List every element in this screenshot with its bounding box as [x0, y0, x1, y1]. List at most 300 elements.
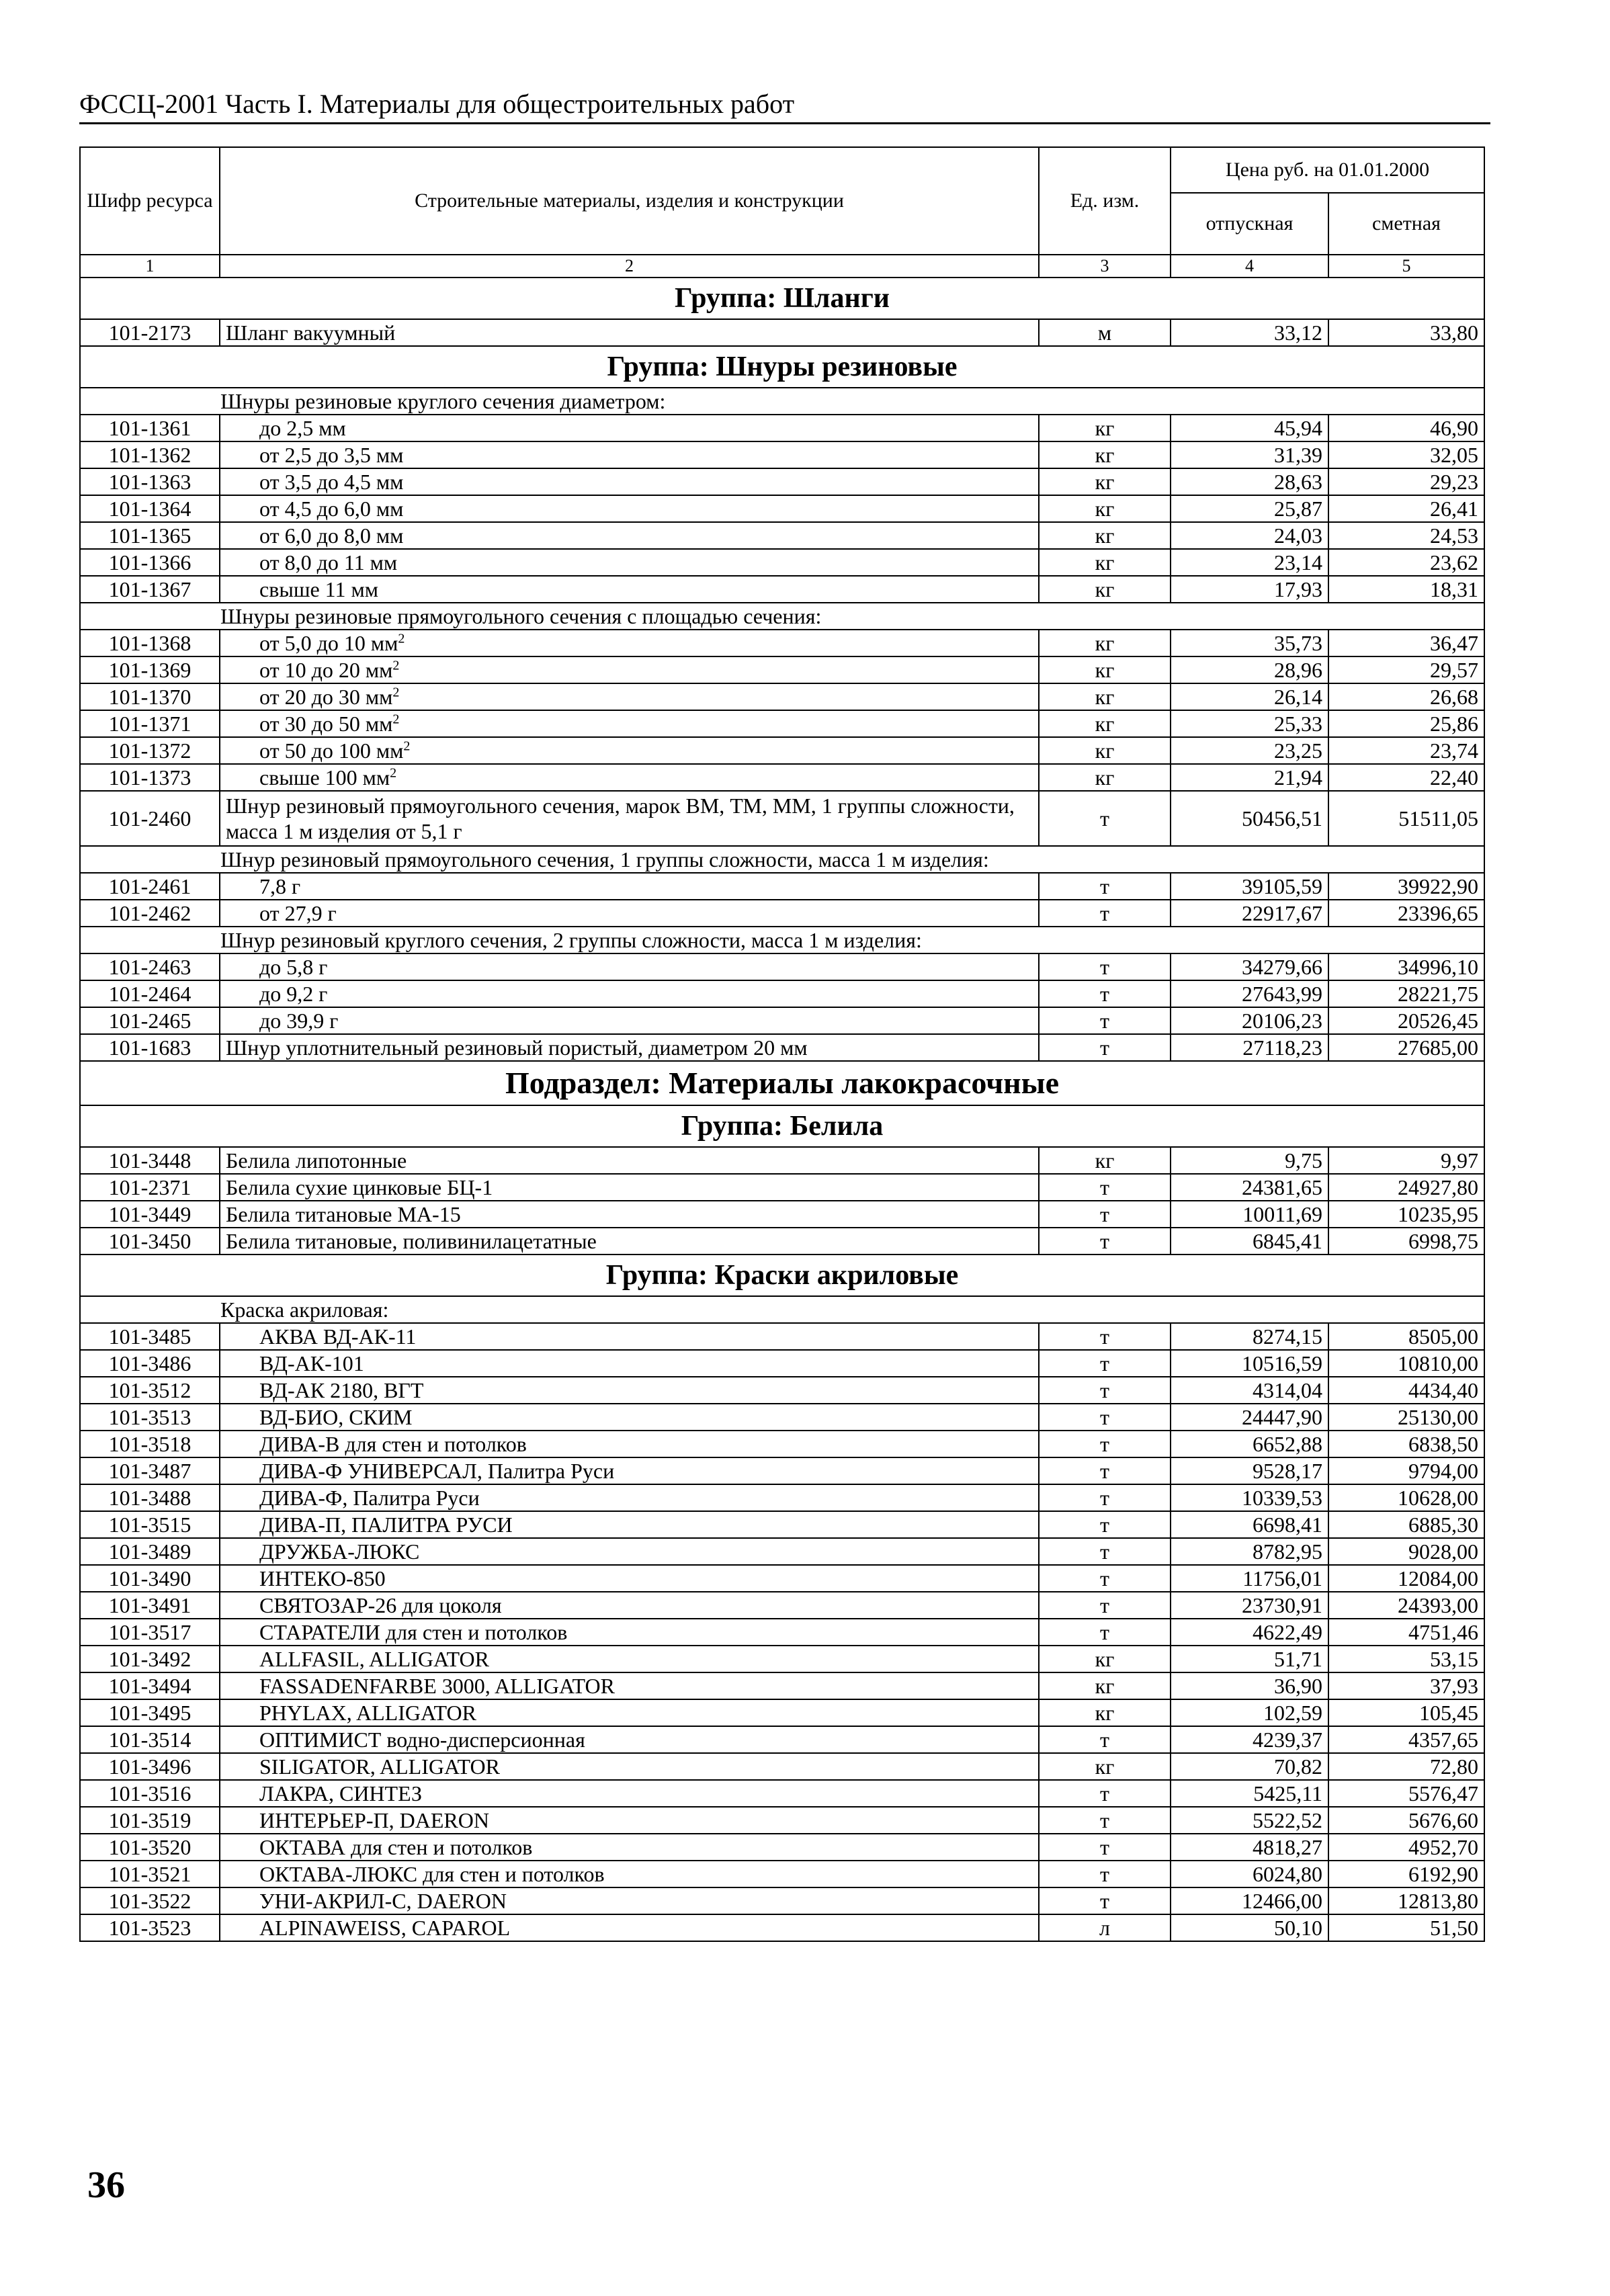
price-estimate: 105,45: [1328, 1699, 1484, 1726]
material-name-text: ЛАКРА, СИНТЕЗ: [259, 1781, 423, 1805]
table-row: [80, 1228, 1484, 1255]
table-row: [80, 522, 1484, 549]
table-row: [80, 1147, 1484, 1174]
material-name-text: Белила липотонные: [226, 1148, 407, 1173]
resource-code: 101-1373: [80, 764, 220, 791]
table-row: [80, 1619, 1484, 1646]
material-name-text: ОКТАВА для стен и потолков: [259, 1835, 533, 1859]
resource-code: 101-3448: [80, 1147, 220, 1174]
superscript: 2: [392, 685, 400, 700]
material-name: [220, 953, 1039, 980]
price-wholesale: 4818,27: [1171, 1834, 1328, 1861]
table-row: [80, 1807, 1484, 1834]
price-wholesale: 23,25: [1171, 737, 1328, 764]
material-name: [220, 1431, 1039, 1457]
col-number: 3: [1039, 255, 1171, 278]
unit: т: [1039, 900, 1171, 927]
table-row: [80, 1861, 1484, 1887]
price-wholesale: 5425,11: [1171, 1780, 1328, 1807]
price-estimate: 24927,80: [1328, 1174, 1484, 1201]
resource-code: 101-2462: [80, 900, 220, 927]
price-wholesale: 50456,51: [1171, 791, 1328, 846]
group-heading: Группа: Краски акриловые: [80, 1255, 1484, 1296]
material-name-text: АКВА ВД-АК-11: [259, 1324, 417, 1349]
resource-code: 101-1367: [80, 576, 220, 603]
table-row: [80, 1350, 1484, 1377]
price-wholesale: 5522,52: [1171, 1807, 1328, 1834]
price-wholesale: 33,12: [1171, 319, 1328, 346]
price-wholesale: 25,87: [1171, 495, 1328, 522]
price-wholesale: 8782,95: [1171, 1538, 1328, 1565]
price-estimate: 72,80: [1328, 1753, 1484, 1780]
price-estimate: 6885,30: [1328, 1511, 1484, 1538]
unit: т: [1039, 1780, 1171, 1807]
col-number: 1: [80, 255, 220, 278]
material-name: [220, 468, 1039, 495]
material-name-text: ОКТАВА-ЛЮКС для стен и потолков: [259, 1862, 605, 1886]
unit: т: [1039, 1350, 1171, 1377]
group-heading-row: [80, 346, 1484, 388]
table-row: [80, 441, 1484, 468]
resource-code: 101-3518: [80, 1431, 220, 1457]
resource-code: 101-3517: [80, 1619, 220, 1646]
caption-text: Шнур резиновый прямоугольного сечения, 1 группы сложности, масса 1 м изделия:: [80, 846, 1484, 873]
material-name-text: ИНТЕКО-850: [259, 1566, 386, 1590]
price-wholesale: 35,73: [1171, 630, 1328, 656]
price-wholesale: 9528,17: [1171, 1457, 1328, 1484]
table-row: [80, 1592, 1484, 1619]
table-row: [80, 1780, 1484, 1807]
material-name: [220, 656, 1039, 683]
unit: кг: [1039, 1646, 1171, 1672]
material-name: [220, 522, 1039, 549]
table-row: [80, 656, 1484, 683]
material-name: [220, 1007, 1039, 1034]
table-row: [80, 1511, 1484, 1538]
table-row: [80, 1914, 1484, 1941]
material-name: [220, 1726, 1039, 1753]
price-estimate: 24,53: [1328, 522, 1484, 549]
unit: т: [1039, 791, 1171, 846]
unit: кг: [1039, 656, 1171, 683]
unit: кг: [1039, 1672, 1171, 1699]
caption-text: Шнуры резиновые прямоугольного сечения с площадью сечения:: [80, 603, 1484, 630]
unit: кг: [1039, 1147, 1171, 1174]
material-name-text: ДИВА-В для стен и потолков: [259, 1432, 527, 1456]
resource-code: 101-3513: [80, 1404, 220, 1431]
price-estimate: 10628,00: [1328, 1484, 1484, 1511]
unit: т: [1039, 1484, 1171, 1511]
table-row: [80, 953, 1484, 980]
material-name-text: ОПТИМИСТ водно-дисперсионная: [259, 1728, 585, 1752]
resource-code: 101-3489: [80, 1538, 220, 1565]
resource-code: 101-2460: [80, 791, 220, 846]
caption-row: [80, 603, 1484, 630]
price-wholesale: 6845,41: [1171, 1228, 1328, 1255]
material-name-text: ИНТЕРЬЕР-П, DAERON: [259, 1808, 489, 1832]
resource-code: 101-3486: [80, 1350, 220, 1377]
table-row: [80, 576, 1484, 603]
resource-code: 101-1365: [80, 522, 220, 549]
material-name: [220, 764, 1039, 791]
table-row: [80, 1431, 1484, 1457]
material-name-text: СВЯТОЗАР-26 для цоколя: [259, 1593, 502, 1617]
material-name-text: до 39,9 г: [259, 1009, 339, 1033]
material-name-text: Шнур уплотнительный резиновый пористый, диаметром 20 мм: [226, 1035, 808, 1060]
unit: кг: [1039, 415, 1171, 441]
price-wholesale: 102,59: [1171, 1699, 1328, 1726]
price-estimate: 5676,60: [1328, 1807, 1484, 1834]
superscript: 2: [398, 631, 405, 646]
material-name-text: Белила титановые, поливинилацетатные: [226, 1229, 597, 1253]
material-name: [220, 1834, 1039, 1861]
resource-code: 101-1361: [80, 415, 220, 441]
table-row: [80, 900, 1484, 927]
subsection-heading: Подраздел: Материалы лакокрасочные: [80, 1061, 1484, 1105]
unit: кг: [1039, 630, 1171, 656]
material-name: [220, 1350, 1039, 1377]
resource-code: 101-1362: [80, 441, 220, 468]
material-name: [220, 495, 1039, 522]
resource-code: 101-2371: [80, 1174, 220, 1201]
superscript: 2: [392, 658, 400, 673]
price-wholesale: 6652,88: [1171, 1431, 1328, 1457]
resource-code: 101-3520: [80, 1834, 220, 1861]
price-wholesale: 27118,23: [1171, 1034, 1328, 1061]
table-row: [80, 873, 1484, 900]
material-name-text: до 9,2 г: [259, 982, 328, 1006]
material-name-text: УНИ-АКРИЛ-С, DAERON: [259, 1889, 507, 1913]
unit: т: [1039, 1807, 1171, 1834]
unit: т: [1039, 1431, 1171, 1457]
price-estimate: 51511,05: [1328, 791, 1484, 846]
resource-code: 101-3514: [80, 1726, 220, 1753]
resource-code: 101-1372: [80, 737, 220, 764]
unit: т: [1039, 1174, 1171, 1201]
price-estimate: 8505,00: [1328, 1323, 1484, 1350]
material-name: [220, 630, 1039, 656]
price-estimate: 5576,47: [1328, 1780, 1484, 1807]
unit: т: [1039, 980, 1171, 1007]
material-name-text: от 6,0 до 8,0 мм: [259, 523, 404, 548]
table-row: [80, 495, 1484, 522]
resource-code: 101-3492: [80, 1646, 220, 1672]
table-row: [80, 1672, 1484, 1699]
page-header: ФССЦ-2001 Часть I. Материалы для общестроительных работ: [79, 87, 1490, 124]
unit: л: [1039, 1914, 1171, 1941]
resource-code: 101-3515: [80, 1511, 220, 1538]
price-estimate: 4952,70: [1328, 1834, 1484, 1861]
material-name-text: от 4,5 до 6,0 мм: [259, 497, 404, 521]
material-name: [220, 1672, 1039, 1699]
table-row: [80, 1174, 1484, 1201]
material-name-text: от 20 до 30 мм: [259, 685, 393, 709]
price-estimate: 26,41: [1328, 495, 1484, 522]
resource-code: 101-3485: [80, 1323, 220, 1350]
table-row: [80, 791, 1484, 846]
material-name: [220, 441, 1039, 468]
material-name: [220, 1457, 1039, 1484]
material-name: [220, 873, 1039, 900]
table-row: [80, 549, 1484, 576]
material-name: [220, 1147, 1039, 1174]
unit: т: [1039, 1887, 1171, 1914]
table-row: [80, 764, 1484, 791]
caption-row: [80, 1296, 1484, 1323]
material-name: [220, 1034, 1039, 1061]
price-estimate: 12084,00: [1328, 1565, 1484, 1592]
group-heading: Группа: Белила: [80, 1105, 1484, 1147]
material-name: [220, 1887, 1039, 1914]
material-name: [220, 1228, 1039, 1255]
superscript: 2: [403, 738, 411, 754]
material-name-text: от 10 до 20 мм: [259, 658, 393, 682]
price-wholesale: 17,93: [1171, 576, 1328, 603]
material-name: [220, 710, 1039, 737]
material-name-text: от 30 до 50 мм: [259, 712, 393, 736]
resource-code: 101-1371: [80, 710, 220, 737]
price-wholesale: 25,33: [1171, 710, 1328, 737]
unit: т: [1039, 1511, 1171, 1538]
resource-code: 101-3512: [80, 1377, 220, 1404]
material-name-text: Белила сухие цинковые БЦ-1: [226, 1175, 493, 1199]
material-name-text: от 2,5 до 3,5 мм: [259, 443, 404, 467]
col-code-header: Шифр ресурса: [80, 147, 220, 255]
unit: кг: [1039, 441, 1171, 468]
resource-code: 101-1368: [80, 630, 220, 656]
caption-text: Краска акриловая:: [80, 1296, 1484, 1323]
table-row: [80, 1484, 1484, 1511]
price-estimate: 9794,00: [1328, 1457, 1484, 1484]
unit: т: [1039, 1377, 1171, 1404]
price-wholesale: 26,14: [1171, 683, 1328, 710]
price-wholesale: 4314,04: [1171, 1377, 1328, 1404]
unit: т: [1039, 1228, 1171, 1255]
price-wholesale: 9,75: [1171, 1147, 1328, 1174]
caption-row: [80, 927, 1484, 953]
material-name-text: до 5,8 г: [259, 955, 328, 979]
unit: кг: [1039, 764, 1171, 791]
group-heading-row: [80, 1255, 1484, 1296]
table-row: [80, 1201, 1484, 1228]
subsection-heading-row: [80, 1061, 1484, 1105]
material-name-text: от 27,9 г: [259, 901, 337, 925]
material-name-text: Шнур резиновый прямоугольного сечения, марок ВМ, ТМ, ММ, 1 группы сложности, масса 1 м изделия от 5,1 г: [226, 794, 1015, 843]
material-name: [220, 1484, 1039, 1511]
caption-row: [80, 388, 1484, 415]
price-estimate: 22,40: [1328, 764, 1484, 791]
table-row: [80, 980, 1484, 1007]
col-unit-header: Ед. изм.: [1039, 147, 1171, 255]
table-row: [80, 1726, 1484, 1753]
price-estimate: 53,15: [1328, 1646, 1484, 1672]
price-estimate: 39922,90: [1328, 873, 1484, 900]
unit: кг: [1039, 683, 1171, 710]
table-row: [80, 630, 1484, 656]
price-estimate: 27685,00: [1328, 1034, 1484, 1061]
table-row: [80, 415, 1484, 441]
price-wholesale: 6024,80: [1171, 1861, 1328, 1887]
material-name-text: Шланг вакуумный: [226, 321, 396, 345]
price-estimate: 29,57: [1328, 656, 1484, 683]
table-row: [80, 1457, 1484, 1484]
price-estimate: 36,47: [1328, 630, 1484, 656]
resource-code: 101-3523: [80, 1914, 220, 1941]
material-name: [220, 549, 1039, 576]
price-wholesale: 51,71: [1171, 1646, 1328, 1672]
table-row: [80, 1753, 1484, 1780]
material-name-text: СТАРАТЕЛИ для стен и потолков: [259, 1620, 568, 1644]
resource-code: 101-3494: [80, 1672, 220, 1699]
price-wholesale: 45,94: [1171, 415, 1328, 441]
material-name: [220, 1753, 1039, 1780]
unit: кг: [1039, 495, 1171, 522]
price-wholesale: 39105,59: [1171, 873, 1328, 900]
table-row: [80, 1034, 1484, 1061]
table-row: [80, 737, 1484, 764]
resource-code: 101-2463: [80, 953, 220, 980]
material-name: [220, 1377, 1039, 1404]
material-name-text: от 50 до 100 мм: [259, 738, 404, 763]
price-estimate: 24393,00: [1328, 1592, 1484, 1619]
unit: т: [1039, 1404, 1171, 1431]
price-wholesale: 10516,59: [1171, 1350, 1328, 1377]
unit: т: [1039, 1565, 1171, 1592]
unit: т: [1039, 953, 1171, 980]
material-name: [220, 319, 1039, 346]
material-name: [220, 1404, 1039, 1431]
price-estimate: 23,62: [1328, 549, 1484, 576]
material-name-text: ДИВА-П, ПАЛИТРА РУСИ: [259, 1513, 513, 1537]
unit: кг: [1039, 468, 1171, 495]
price-estimate: 4434,40: [1328, 1377, 1484, 1404]
price-estimate: 25,86: [1328, 710, 1484, 737]
resource-code: 101-3488: [80, 1484, 220, 1511]
material-name-text: SILIGATOR, ALLIGATOR: [259, 1754, 500, 1779]
group-heading: Группа: Шланги: [80, 278, 1484, 319]
material-name: [220, 1861, 1039, 1887]
col-number: 4: [1171, 255, 1328, 278]
unit: т: [1039, 1834, 1171, 1861]
material-name: [220, 1699, 1039, 1726]
resource-code: 101-3496: [80, 1753, 220, 1780]
price-wholesale: 28,63: [1171, 468, 1328, 495]
material-name: [220, 1511, 1039, 1538]
material-name: [220, 1565, 1039, 1592]
price-wholesale: 23,14: [1171, 549, 1328, 576]
table-row: [80, 319, 1484, 346]
col-name-header: Строительные материалы, изделия и конструкции: [220, 147, 1039, 255]
price-wholesale: 50,10: [1171, 1914, 1328, 1941]
resource-code: 101-2173: [80, 319, 220, 346]
unit: т: [1039, 1201, 1171, 1228]
group-heading: Группа: Шнуры резиновые: [80, 346, 1484, 388]
material-name: [220, 980, 1039, 1007]
material-name: [220, 791, 1039, 846]
unit: кг: [1039, 737, 1171, 764]
material-name: [220, 576, 1039, 603]
table-row: [80, 1538, 1484, 1565]
material-name-text: Белила титановые МА-15: [226, 1202, 461, 1226]
table-row: [80, 1834, 1484, 1861]
material-name: [220, 1619, 1039, 1646]
unit: т: [1039, 873, 1171, 900]
col-price2-header: сметная: [1328, 193, 1484, 255]
unit: т: [1039, 1726, 1171, 1753]
unit: кг: [1039, 576, 1171, 603]
resource-code: 101-3519: [80, 1807, 220, 1834]
resource-code: 101-2461: [80, 873, 220, 900]
material-name-text: ДИВА-Ф, Палитра Руси: [259, 1486, 480, 1510]
table-row: [80, 1007, 1484, 1034]
unit: кг: [1039, 1753, 1171, 1780]
material-name: [220, 415, 1039, 441]
price-estimate: 32,05: [1328, 441, 1484, 468]
resource-code: 101-3521: [80, 1861, 220, 1887]
table-row: [80, 1323, 1484, 1350]
col-number: 2: [220, 255, 1039, 278]
price-estimate: 12813,80: [1328, 1887, 1484, 1914]
resource-code: 101-1363: [80, 468, 220, 495]
table-row: [80, 683, 1484, 710]
price-estimate: 46,90: [1328, 415, 1484, 441]
price-estimate: 33,80: [1328, 319, 1484, 346]
price-estimate: 9,97: [1328, 1147, 1484, 1174]
unit: т: [1039, 1323, 1171, 1350]
price-estimate: 34996,10: [1328, 953, 1484, 980]
unit: т: [1039, 1007, 1171, 1034]
unit: кг: [1039, 1699, 1171, 1726]
price-wholesale: 24447,90: [1171, 1404, 1328, 1431]
price-wholesale: 24381,65: [1171, 1174, 1328, 1201]
price-estimate: 10810,00: [1328, 1350, 1484, 1377]
price-wholesale: 10339,53: [1171, 1484, 1328, 1511]
material-name: [220, 1780, 1039, 1807]
material-name-text: ДРУЖБА-ЛЮКС: [259, 1539, 420, 1564]
material-name-text: до 2,5 мм: [259, 416, 346, 440]
unit: кг: [1039, 710, 1171, 737]
column-numbers-row: [80, 255, 1484, 278]
price-wholesale: 23730,91: [1171, 1592, 1328, 1619]
price-estimate: 51,50: [1328, 1914, 1484, 1941]
material-name-text: от 3,5 до 4,5 мм: [259, 470, 404, 494]
price-estimate: 37,93: [1328, 1672, 1484, 1699]
price-estimate: 6998,75: [1328, 1228, 1484, 1255]
resource-code: 101-3487: [80, 1457, 220, 1484]
price-wholesale: 4622,49: [1171, 1619, 1328, 1646]
material-name-text: FASSADENFARBE 3000, ALLIGATOR: [259, 1674, 615, 1698]
material-name-text: ВД-БИО, СКИМ: [259, 1405, 413, 1429]
material-name: [220, 900, 1039, 927]
resource-code: 101-2465: [80, 1007, 220, 1034]
table-row: [80, 1646, 1484, 1672]
resource-code: 101-3449: [80, 1201, 220, 1228]
col-number: 5: [1328, 255, 1484, 278]
material-name: [220, 1323, 1039, 1350]
price-wholesale: 12466,00: [1171, 1887, 1328, 1914]
price-wholesale: 27643,99: [1171, 980, 1328, 1007]
material-name-text: свыше 11 мм: [259, 577, 378, 601]
caption-row: [80, 846, 1484, 873]
resource-code: 101-3490: [80, 1565, 220, 1592]
unit: т: [1039, 1034, 1171, 1061]
caption-text: Шнуры резиновые круглого сечения диаметром:: [80, 388, 1484, 415]
resource-code: 101-1364: [80, 495, 220, 522]
price-estimate: 23,74: [1328, 737, 1484, 764]
unit: кг: [1039, 522, 1171, 549]
material-name-text: свыше 100 мм: [259, 765, 390, 790]
price-wholesale: 20106,23: [1171, 1007, 1328, 1034]
